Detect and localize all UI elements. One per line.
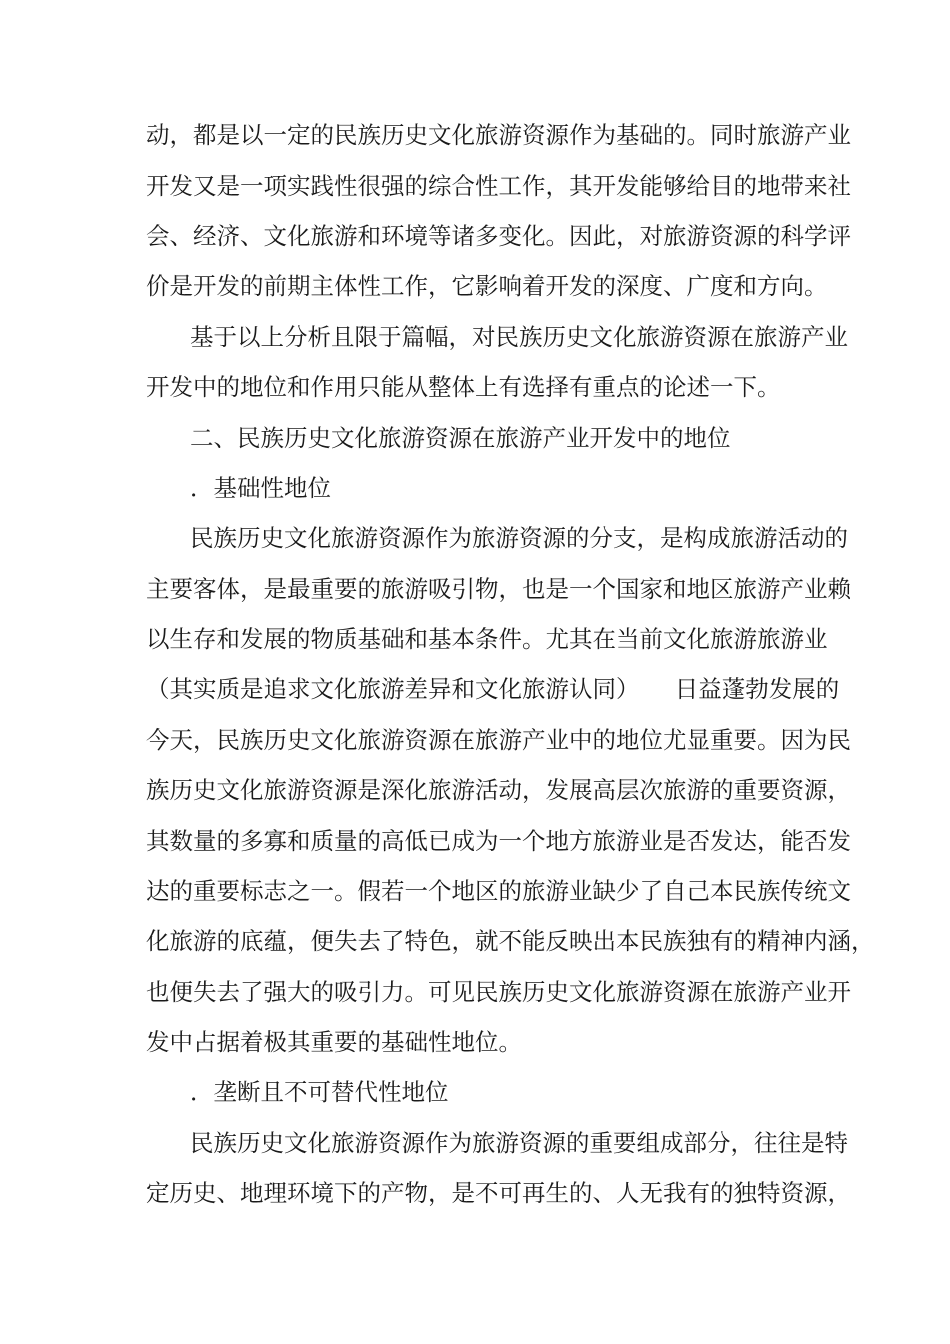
- subheading-basic-status: ．基础性地位: [190, 474, 331, 502]
- paragraph-4-line-1: 民族历史文化旅游资源作为旅游资源的重要组成部分，往往是特: [190, 1129, 848, 1157]
- paragraph-3-line-6: 族历史文化旅游资源是深化旅游活动，发展高层次旅游的重要资源，: [146, 776, 851, 804]
- paragraph-4-line-2: 定历史、地理环境下的产物，是不可再生的、人无我有的独特资源，: [146, 1179, 851, 1207]
- paragraph-1-line-3: 会、经济、文化旅游和环境等诸多变化。因此，对旅游资源的科学评: [146, 222, 851, 250]
- paragraph-1-line-1: 动，都是以一定的民族历史文化旅游资源作为基础的。同时旅游产业: [146, 121, 851, 149]
- paragraph-3-line-4: （其实质是追求文化旅游差异和文化旅游认同） 日益蓬勃发展的: [146, 675, 840, 703]
- paragraph-3-line-2: 主要客体，是最重要的旅游吸引物，也是一个国家和地区旅游产业赖: [146, 575, 851, 603]
- subheading-monopoly-status: ．垄断且不可替代性地位: [190, 1078, 449, 1106]
- paragraph-3-line-5: 今天，民族历史文化旅游资源在旅游产业中的地位尤显重要。因为民: [146, 726, 851, 754]
- paragraph-1-line-2: 开发又是一项实践性很强的综合性工作，其开发能够给目的地带来社: [146, 172, 851, 200]
- paragraph-2-line-2: 开发中的地位和作用只能从整体上有选择有重点的论述一下。: [146, 373, 781, 401]
- paragraph-3-line-8: 达的重要标志之一。假若一个地区的旅游业缺少了自己本民族传统文: [146, 877, 851, 905]
- paragraph-1-line-4: 价是开发的前期主体性工作，它影响着开发的深度、广度和方向。: [146, 272, 828, 300]
- paragraph-3-line-7: 其数量的多寡和质量的高低已成为一个地方旅游业是否发达，能否发: [146, 827, 851, 855]
- section-heading: 二、民族历史文化旅游资源在旅游产业开发中的地位: [190, 424, 731, 452]
- paragraph-3-line-9: 化旅游的底蕴，便失去了特色，就不能反映出本民族独有的精神内涵，: [146, 927, 875, 955]
- paragraph-3-line-3: 以生存和发展的物质基础和基本条件。尤其在当前文化旅游旅游业: [146, 625, 828, 653]
- paragraph-3-line-1: 民族历史文化旅游资源作为旅游资源的分支，是构成旅游活动的: [190, 524, 848, 552]
- paragraph-2-line-1: 基于以上分析且限于篇幅，对民族历史文化旅游资源在旅游产业: [190, 323, 848, 351]
- paragraph-3-line-11: 发中占据着极其重要的基础性地位。: [146, 1028, 522, 1056]
- paragraph-3-line-10: 也便失去了强大的吸引力。可见民族历史文化旅游资源在旅游产业开: [146, 978, 851, 1006]
